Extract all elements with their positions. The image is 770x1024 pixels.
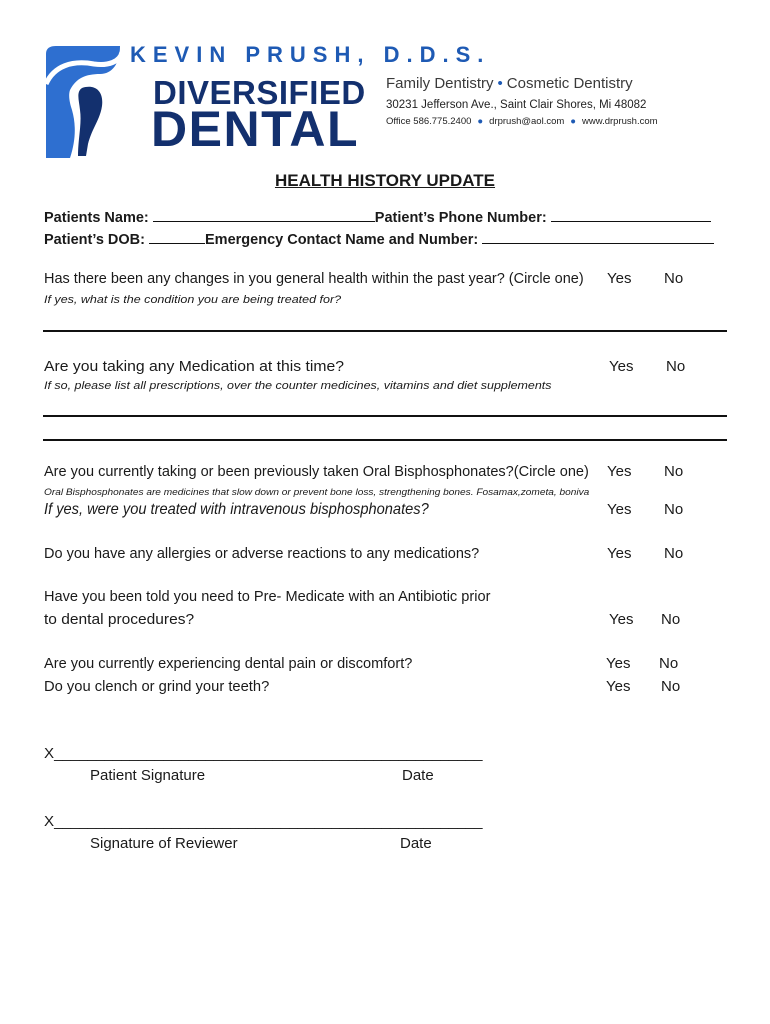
bullet-icon: • [497, 75, 503, 92]
dob-field[interactable] [149, 229, 205, 244]
answer-yes[interactable]: Yes [606, 655, 631, 672]
patient-signature-line[interactable]: X___________________________________________________ [44, 745, 483, 762]
answer-yes[interactable]: Yes [607, 270, 632, 287]
patient-signature-date-label: Date [402, 767, 434, 784]
patient-name-field[interactable] [153, 207, 375, 222]
answer-yes[interactable]: Yes [607, 501, 632, 518]
answer-no[interactable]: No [661, 678, 681, 695]
reviewer-signature-label: Signature of Reviewer [90, 835, 238, 852]
question-allergies: Do you have any allergies or adverse reactions to any medications? [44, 545, 480, 562]
answer-no[interactable]: No [666, 358, 686, 375]
question-dental-pain: Are you currently experiencing dental pain or discomfort? [44, 655, 413, 672]
tagline-cosmetic: Cosmetic Dentistry [506, 75, 633, 92]
tagline [386, 75, 633, 92]
tooth-logo-icon [42, 44, 124, 160]
reviewer-signature-line[interactable]: X___________________________________________________ [44, 813, 483, 830]
question-medication: Are you taking any Medication at this time? [44, 358, 344, 375]
answer-no[interactable]: No [664, 270, 684, 287]
write-in-line[interactable] [43, 415, 727, 417]
office-phone: Office 586.775.2400 [386, 116, 472, 127]
question-bisphosphonates: Are you currently taking or been previously taken Oral Bisphosphonates?(Circle one) [44, 463, 589, 480]
answer-no[interactable]: No [661, 611, 681, 628]
question-note: If so, please list all prescriptions, over the counter medicines, vitamins and diet supplements [44, 380, 552, 392]
question-premedicate-line1: Have you been told you need to Pre- Medicate with an Antibiotic prior [44, 588, 491, 605]
patient-phone-label: Patient’s Phone Number: [374, 210, 547, 226]
patient-name-label: Patients Name: [44, 210, 149, 226]
patient-phone-field[interactable] [551, 207, 711, 222]
contact-line [386, 116, 658, 127]
question-clench-grind: Do you clench or grind your teeth? [44, 678, 270, 695]
dob-row [44, 229, 714, 248]
practice-address: 30231 Jefferson Ave., Saint Clair Shores, Mi 48082 [386, 99, 647, 111]
question-general-health: Has there been any changes in you general health within the past year? (Circle one) [44, 270, 584, 287]
emergency-contact-label: Emergency Contact Name and Number: [205, 232, 479, 248]
dob-label: Patient’s DOB: [44, 232, 145, 248]
answer-yes[interactable]: Yes [607, 545, 632, 562]
patient-name-row [44, 207, 711, 226]
tagline-family: Family Dentistry [386, 75, 494, 92]
form-title: HEALTH HISTORY UPDATE [274, 171, 496, 190]
brand-name-line1: DIVERSIFIED [153, 74, 366, 111]
answer-yes[interactable]: Yes [607, 463, 632, 480]
answer-yes[interactable]: Yes [609, 358, 634, 375]
answer-no[interactable]: No [664, 463, 684, 480]
bullet-icon: ● [477, 116, 484, 127]
answer-yes[interactable]: Yes [609, 611, 634, 628]
email: drprush@aol.com [489, 116, 565, 127]
reviewer-signature-date-label: Date [400, 835, 432, 852]
answer-yes[interactable]: Yes [606, 678, 631, 695]
write-in-line[interactable] [43, 439, 727, 441]
bullet-icon: ● [570, 116, 577, 127]
patient-signature-label: Patient Signature [90, 767, 206, 784]
question-note: Oral Bisphosphonates are medicines that slow down or prevent bone loss, strengthening bones. Fosamax,zometa, boniva [44, 487, 590, 497]
website: www.drprush.com [582, 116, 658, 127]
emergency-contact-field[interactable] [482, 229, 714, 244]
brand-name-line2: DENTAL [151, 101, 360, 157]
doctor-name: KEVIN PRUSH, D.D.S. [130, 42, 491, 67]
answer-no[interactable]: No [664, 545, 684, 562]
write-in-line[interactable] [43, 330, 727, 332]
answer-no[interactable]: No [664, 501, 684, 518]
question-note: If yes, what is the condition you are being treated for? [44, 294, 342, 306]
question-premedicate-line2: to dental procedures? [44, 611, 195, 628]
answer-no[interactable]: No [659, 655, 679, 672]
question-intravenous: If yes, were you treated with intravenous bisphosphonates? [44, 501, 429, 518]
